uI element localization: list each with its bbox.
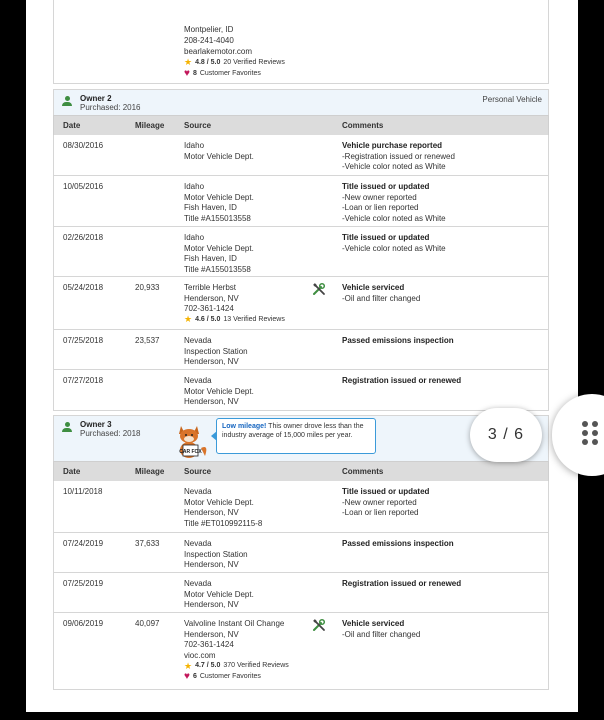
review-count: 13 Verified Reviews [223,315,285,323]
comment-heading: Title issued or updated [342,487,430,496]
comment-heading: Vehicle serviced [342,619,405,628]
row-date: 10/05/2016 [63,182,104,191]
comment-line: -Vehicle color noted as White [342,243,446,253]
grid-dots-icon [582,421,602,449]
callout-heading: Low mileage! [222,423,267,430]
row-comments [342,619,420,640]
owner3-purchased: Purchased: 2018 [80,429,141,438]
star-icon: ★ [184,57,193,67]
comment-line: -Loan or lien reported [342,508,419,517]
source-line: Fish Haven, ID [184,254,237,263]
source-line: Henderson, NV [184,560,239,569]
source-line: 702-361-1424 [184,640,234,649]
favorites-row[interactable] [184,672,289,683]
row-comments [342,539,454,550]
col-date: Date [63,467,81,476]
owner2-purchased: Purchased: 2016 [80,103,141,112]
source-line: Nevada [184,487,212,496]
row-comments [342,182,446,224]
report-page [26,0,578,712]
heart-icon: ♥ [184,68,190,79]
table-row [53,176,549,227]
table-row [53,533,549,573]
source-phone: 208-241-4040 [184,36,234,45]
row-comments [342,141,455,173]
source-line: Henderson, NV [184,357,239,366]
comment-line: -Registration issued or renewed [342,151,455,161]
row-source [184,233,254,275]
source-line: Motor Vehicle Dept. [184,497,254,507]
favorites-count: 8 [192,70,197,77]
comment-heading: Vehicle serviced [342,283,405,292]
col-comments: Comments [342,121,384,130]
col-mileage: Mileage [135,121,165,130]
top-source-info [184,24,285,79]
col-comments: Comments [342,467,384,476]
row-source [184,539,248,571]
rating-row[interactable] [184,661,289,672]
row-source [184,376,254,408]
source-line: Idaho [184,182,205,191]
source-line: Nevada [184,336,212,345]
row-date: 07/25/2019 [63,579,104,588]
source-line: Nevada [184,539,212,548]
table-row [53,481,549,533]
rating-value: 4.8 / 5.0 [195,59,221,66]
comment-heading: Passed emissions inspection [342,336,454,345]
row-date: 02/26/2018 [63,233,104,242]
wrench-screwdriver-icon [312,618,326,632]
row-mileage: 20,933 [135,283,160,292]
source-line: Inspection Station [184,549,248,559]
review-count: 370 Verified Reviews [223,662,289,669]
source-line: Motor Vehicle Dept. [184,589,254,599]
comment-heading: Registration issued or renewed [342,376,462,385]
review-count: 20 Verified Reviews [223,59,285,66]
comment-line: -Oil and filter changed [342,629,421,639]
source-line: Henderson, NV [184,397,239,406]
col-date: Date [63,121,81,130]
row-source [184,336,248,368]
owner2-title: Owner 2 [80,94,112,103]
owner2-table-header [53,115,549,136]
row-source [184,487,262,529]
source-line: Henderson, NV [184,600,239,609]
row-mileage: 37,633 [135,539,160,548]
comment-heading: Title issued or updated [342,233,430,242]
comment-line: -Vehicle color noted as White [342,213,446,223]
comment-line: -Oil and filter changed [342,293,421,303]
row-mileage: 40,097 [135,619,160,628]
row-comments [342,487,429,519]
row-comments [342,579,461,590]
col-source: Source [184,121,212,130]
row-comments [342,376,461,387]
source-line: Nevada [184,376,212,385]
callout-text: This owner drove less than the industry average of 15,000 miles per year. [222,423,364,439]
row-comments [342,336,454,347]
rating-row[interactable] [184,57,285,68]
person-icon [62,96,72,106]
source-line: Motor Vehicle Dept. [184,243,254,253]
source-line: Motor Vehicle Dept. [184,151,254,161]
row-source [184,619,289,682]
table-row [53,135,549,176]
table-row [53,613,549,690]
source-line: Nevada [184,579,212,588]
comment-heading: Title issued or updated [342,182,430,191]
heart-icon: ♥ [184,671,190,683]
rating-value: 4.6 / 5.0 [195,315,221,323]
row-comments [342,283,420,304]
carfox-mascot-icon [171,420,211,460]
wrench-screwdriver-icon [312,282,326,296]
row-source [184,182,254,224]
source-line: Idaho [184,233,205,242]
row-date: 08/30/2016 [63,141,104,150]
table-row [53,330,549,370]
comment-heading: Registration issued or renewed [342,579,462,588]
owner3-table-header [53,461,549,482]
star-icon: ★ [184,660,193,671]
low-mileage-callout [216,418,376,454]
owner1-last-row [53,0,549,84]
row-source [184,283,285,325]
rating-value: 4.7 / 5.0 [195,662,221,669]
comment-line: -Vehicle color noted as White [342,162,446,171]
table-row [53,277,549,330]
owner3-title: Owner 3 [80,420,112,429]
source-line: Montpelier, ID [184,25,234,34]
row-date: 07/27/2018 [63,376,104,385]
row-date: 07/24/2019 [63,539,104,548]
row-date: 07/25/2018 [63,336,104,345]
table-row [53,573,549,613]
favorites-row[interactable] [184,68,285,79]
favorites-label: Customer Favorites [199,672,261,680]
col-source: Source [184,467,212,476]
favorites-count: 6 [192,672,197,680]
row-date: 10/11/2018 [63,487,103,496]
source-line[interactable]: Terrible Herbst [184,283,237,292]
comment-line: -Loan or lien reported [342,203,419,212]
row-date: 05/24/2018 [63,283,104,292]
source-line: Henderson, NV [184,293,239,303]
page-indicator[interactable]: 3 / 6 [470,408,542,462]
source-line: Henderson, NV [184,508,239,517]
row-source [184,141,254,162]
owner2-header [53,89,549,116]
row-date: 09/06/2019 [63,619,104,628]
owner2-vehicle-type: Personal Vehicle [482,95,542,104]
source-line: Motor Vehicle Dept. [184,192,254,202]
source-line: Inspection Station [184,346,248,356]
source-line: Henderson, NV [184,629,239,639]
source-website[interactable]: vioc.com [184,650,216,660]
comment-line: -New owner reported [342,192,417,202]
favorites-label: Customer Favorites [199,70,261,77]
row-comments [342,233,446,254]
comment-heading: Vehicle purchase reported [342,141,443,150]
source-line: Title #A155013558 [184,264,251,274]
row-mileage: 23,537 [135,336,160,345]
source-line: Motor Vehicle Dept. [184,386,254,396]
person-icon [62,422,72,432]
col-mileage: Mileage [135,467,165,476]
source-line: Title #ET010992115-8 [184,518,263,528]
table-row [53,227,549,277]
source-line: Title #A155013558 [184,213,251,223]
table-row [53,370,549,411]
source-line[interactable]: Valvoline Instant Oil Change [184,619,285,628]
source-line: Idaho [184,141,205,150]
source-line: 702-361-1424 [184,304,234,313]
star-icon: ★ [184,314,193,325]
source-line: Fish Haven, ID [184,203,237,212]
comment-heading: Passed emissions inspection [342,539,454,548]
row-source [184,579,254,611]
source-website[interactable]: bearlakemotor.com [184,47,253,56]
rating-row[interactable] [184,315,285,326]
comment-line: -New owner reported [342,497,417,507]
fox-badge-text: CAR FOX [179,449,202,455]
